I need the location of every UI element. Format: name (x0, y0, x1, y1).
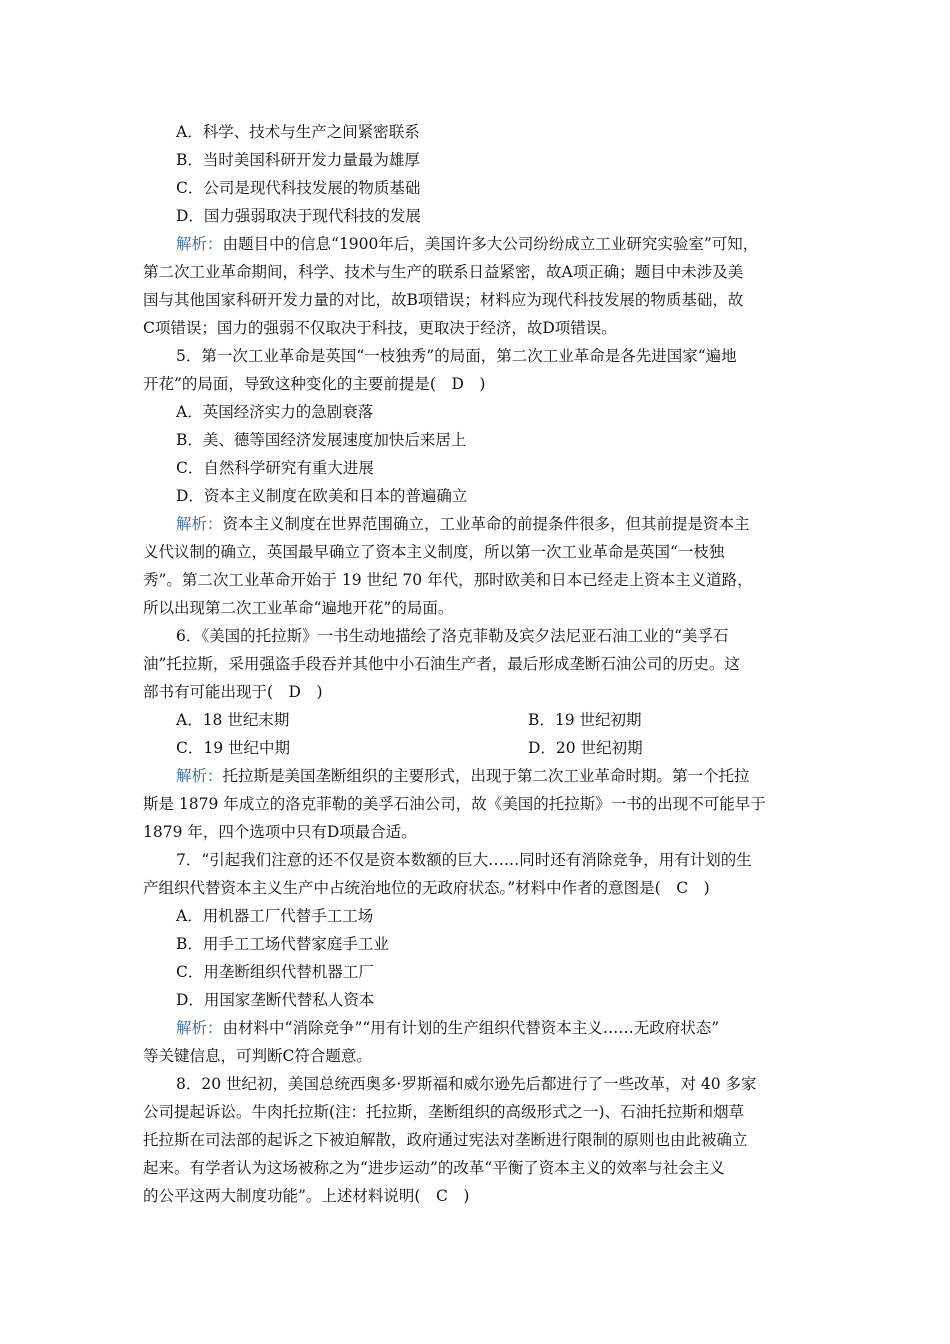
q7-option-d: D．用国家垄断代替私人资本 (176, 991, 375, 1009)
q6-analysis-line: 斯是 1879 年成立的洛克菲勒的美孚石油公司，故《美国的托拉斯》一书的出现不可能早于 (143, 795, 766, 813)
q8-stem-line: 的公平这两大制度功能”。上述材料说明( C ) (143, 1187, 470, 1205)
q4-analysis-line: 国与其他国家科研开发力量的对比，故B项错误；材料应为现代科技发展的物质基础，故 (143, 291, 744, 309)
analysis-label: 解析： (176, 235, 223, 253)
q4-analysis-line: 解析：由题目中的信息“1900年后，美国许多大公司纷纷成立工业研究实验室”可知， (176, 235, 759, 253)
analysis-label: 解析： (176, 515, 223, 533)
q6-analysis-line: 解析：托拉斯是美国垄断组织的主要形式，出现于第二次工业革命时期。第一个托拉 (176, 767, 750, 785)
q7-option-b: B．用手工工场代替家庭手工业 (176, 935, 389, 953)
q6-option-b: B．19 世纪初期 (528, 711, 642, 729)
q5-option-b: B．美、德等国经济发展速度加快后来居上 (176, 431, 467, 449)
q8-stem-line: 公司提起诉讼。牛肉托拉斯(注：托拉斯，垄断组织的高级形式之一)、石油托拉斯和烟草 (143, 1103, 745, 1121)
q4-analysis-line: 第二次工业革命期间，科学、技术与生产的联系日益紧密，故A项正确；题目中未涉及美 (143, 263, 744, 281)
q6-analysis-line: 1879 年，四个选项中只有D项最合适。 (143, 823, 417, 841)
q5-option-d: D．资本主义制度在欧美和日本的普遍确立 (176, 487, 468, 505)
q6-option-a: A．18 世纪末期 (176, 711, 290, 729)
q8-stem-line: 起来。有学者认为这场被称之为“进步运动”的改革“平衡了资本主义的效率与社会主义 (143, 1159, 725, 1177)
q5-option-a: A．英国经济实力的急剧衰落 (176, 403, 374, 421)
q5-stem-line: 开花”的局面，导致这种变化的主要前提是( D ) (143, 375, 486, 393)
q6-option-c: C．19 世纪中期 (176, 739, 291, 757)
q4-option-b: B．当时美国科研开发力量最为雄厚 (176, 151, 420, 169)
q6-stem-line: 部书有可能出现于( D ) (143, 683, 323, 701)
q7-stem-line: 产组织代替资本主义生产中占统治地位的无政府状态。”材料中作者的意图是( C ) (143, 879, 710, 897)
q5-analysis-line: 义代议制的确立，英国最早确立了资本主义制度，所以第一次工业革命是英国“一枝独 (143, 543, 725, 561)
q5-analysis-line: 秀”。第二次工业革命开始于 19 世纪 70 年代，那时欧美和日本已经走上资本主义道路， (143, 571, 753, 589)
q5-analysis-line: 所以出现第二次工业革命“遍地开花”的局面。 (143, 599, 454, 617)
q5-analysis-line: 解析：资本主义制度在世界范围确立，工业革命的前提条件很多，但其前提是资本主 (176, 515, 750, 533)
q7-option-a: A．用机器工厂代替手工工场 (176, 907, 374, 925)
q7-analysis-line: 等关键信息，可判断C符合题意。 (143, 1047, 372, 1065)
q5-option-c: C．自然科学研究有重大进展 (176, 459, 374, 477)
q4-option-c: C．公司是现代科技发展的物质基础 (176, 179, 421, 197)
q7-analysis-line: 解析：由材料中“消除竞争”“用有计划的生产组织代替资本主义……无政府状态” (176, 1019, 720, 1037)
q4-option-a: A．科学、技术与生产之间紧密联系 (176, 123, 420, 141)
q8-stem-line: 托拉斯在司法部的起诉之下被迫解散，政府通过宪法对垄断进行限制的原则也由此被确立 (143, 1131, 748, 1149)
q4-analysis-line: C项错误；国力的强弱不仅取决于科技，更取决于经济，故D项错误。 (143, 319, 617, 337)
q6-option-d: D．20 世纪初期 (528, 739, 643, 757)
q5-stem-line: 5．第一次工业革命是英国“一枝独秀”的局面，第二次工业革命是各先进国家“遍地 (176, 347, 737, 365)
q4-option-d: D．国力强弱取决于现代科技的发展 (176, 207, 421, 225)
q7-option-c: C．用垄断组织代替机器工厂 (176, 963, 374, 981)
q6-stem-line: 6．《美国的托拉斯》一书生动地描绘了洛克菲勒及宾夕法尼亚石油工业的“美孚石 (176, 627, 729, 645)
analysis-label: 解析： (176, 767, 223, 785)
q8-stem-line: 8．20 世纪初，美国总统西奥多·罗斯福和威尔逊先后都进行了一些改革，对 40 多家 (176, 1075, 757, 1093)
q6-stem-line: 油”托拉斯，采用强盗手段吞并其他中小石油生产者，最后形成垄断石油公司的历史。这 (143, 655, 740, 673)
analysis-label: 解析： (176, 1019, 223, 1037)
q7-stem-line: 7．“引起我们注意的还不仅是资本数额的巨大……同时还有消除竞争，用有计划的生 (176, 851, 752, 869)
